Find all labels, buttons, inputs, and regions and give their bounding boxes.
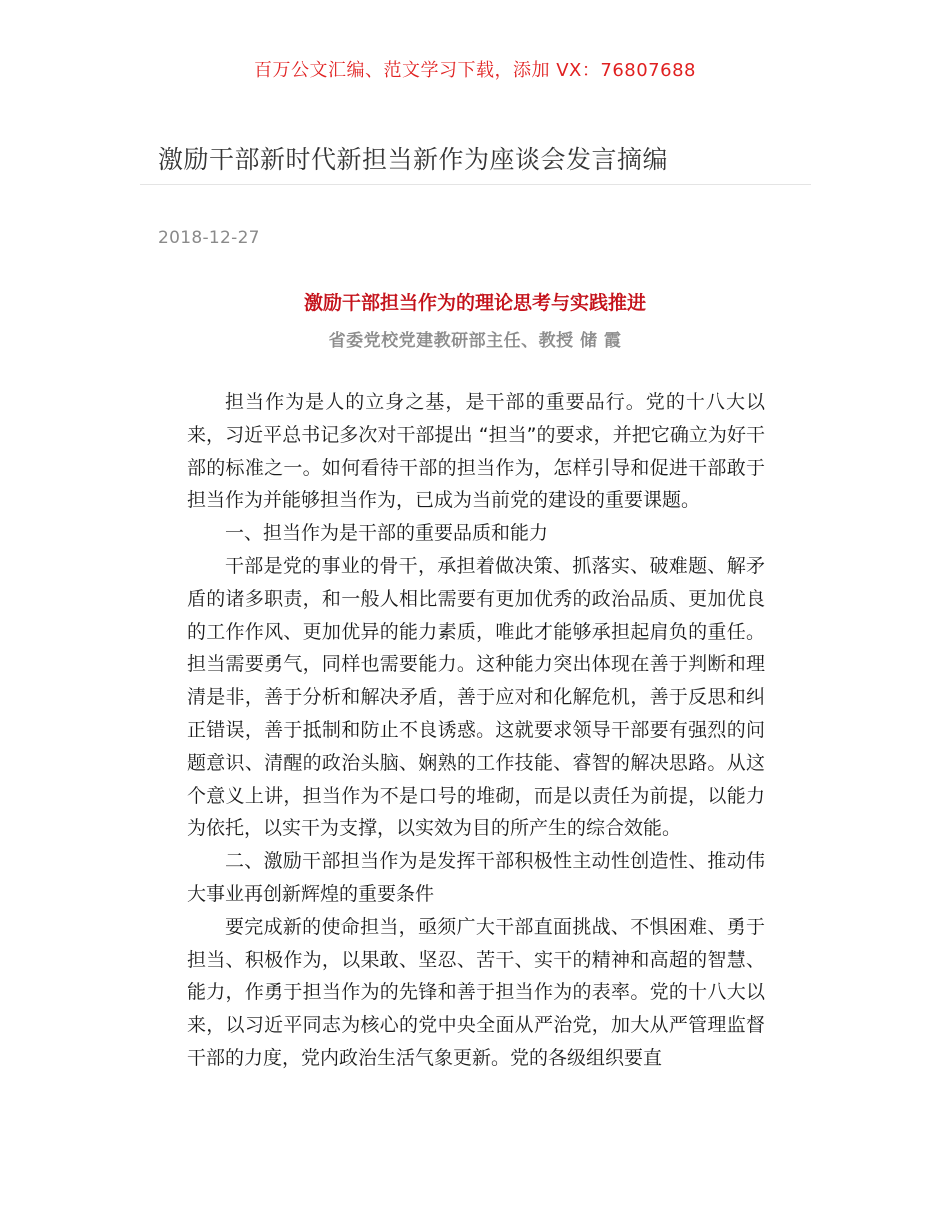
article-heading: 激励干部担当作为的理论思考与实践推进: [303, 292, 646, 314]
paragraph-intro: 担当作为是人的立身之基，是干部的重要品行。党的十八大以来，习近平总书记多次对干部提出 “担当”的要求，并把它确立为好干部的标准之一。如何看待干部的担当作为，怎样引导和促进干部敢于担当作为并能够担当作为，已成为当前党的建设的重要课题。: [187, 391, 765, 512]
article-body: [187, 386, 765, 1075]
paragraph-section-2: 要完成新的使命担当，亟须广大干部直面挑战、不惧困难、勇于担当、积极作为，以果敢、坚忍、苦干、实干的精神和高超的智慧、能力，作勇于担当作为的先锋和善于担当作为的表率。党的十八大以来，以习近平同志为核心的党中央全面从严治党，加大从严管理监督干部的力度，党内政治生活气象更新。党的各级组织要直: [187, 915, 765, 1069]
paragraph-section-1: 干部是党的事业的骨干，承担着做决策、抓落实、破难题、解矛盾的诸多职责，和一般人相比需要有更加优秀的政治品质、更加优良的工作作风、更加优异的能力素质，唯此才能够承担起肩负的重任。担当需要勇气，同样也需要能力。这种能力突出体现在善于判断和理清是非，善于分析和解决矛盾，善于应对和化解危机，善于反思和纠正错误，善于抵制和防止不良诱惑。这就要求领导干部要有强烈的问题意识、清醒的政治头脑、娴熟的工作技能、睿智的解决思路。从这个意义上讲，担当作为不是口号的堆砌，而是以责任为前提，以能力为依托，以实干为支撑，以实效为目的所产生的综合效能。: [187, 554, 765, 840]
page-title: 激励干部新时代新担当新作为座谈会发言摘编: [158, 145, 669, 174]
article-author: 省委党校党建教研部主任、教授 储 霞: [328, 331, 622, 351]
title-divider: [140, 184, 811, 185]
section-heading-1: 一、担当作为是干部的重要品质和能力: [225, 522, 549, 545]
publish-date: 2018-12-27: [158, 228, 260, 248]
download-banner: 百万公文汇编、范文学习下载，添加 VX：76807688: [254, 60, 696, 81]
section-heading-2: 二、激励干部担当作为是发挥干部积极性主动性创造性、推动伟大事业再创新辉煌的重要条件: [187, 850, 765, 905]
